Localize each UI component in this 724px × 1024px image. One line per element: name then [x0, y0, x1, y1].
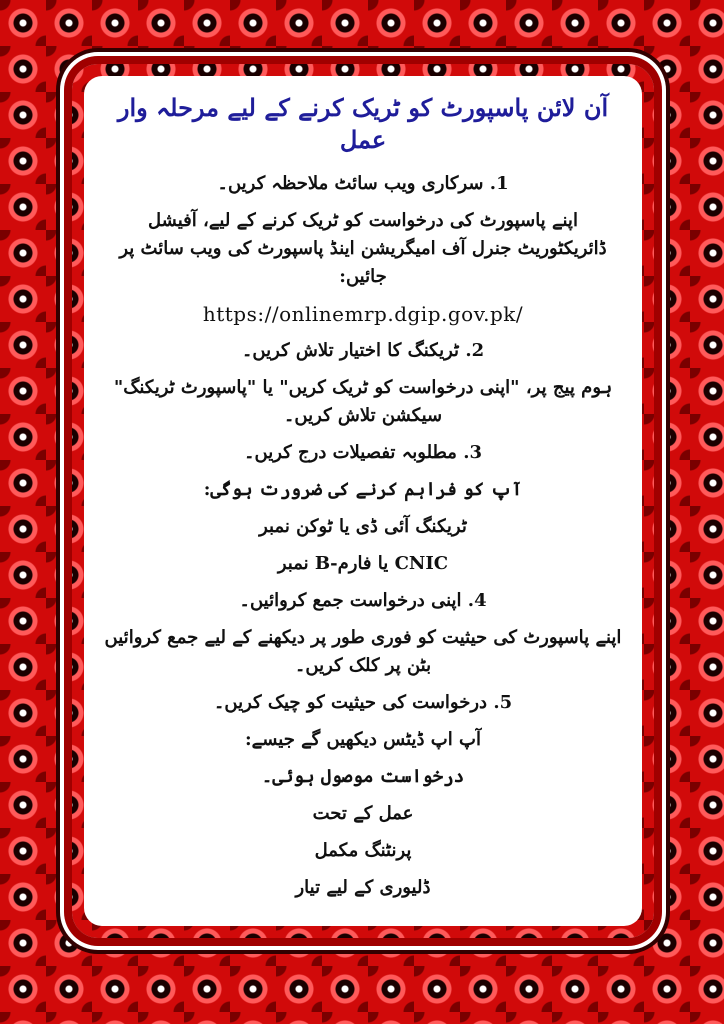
step-1-description: اپنے پاسپورٹ کی درخواست کو ٹریک کرنے کے لیے، آفیشل ڈائریکٹوریٹ جنرل آف امیگریشن اینڈ پاسپورٹ کی ویب سائٹ پر جائیں: — [119, 210, 607, 287]
requirement-cnic: CNIC یا فارم-B نمبر — [277, 553, 449, 574]
step-2-heading: 2. ٹریکنگ کا اختیار تلاش کریں۔ — [241, 340, 485, 361]
status-printing-complete: پرنٹنگ مکمل — [314, 840, 412, 861]
step-3-heading: 3. مطلوبہ تفصیلات درج کریں۔ — [243, 442, 482, 463]
official-website-url: https://onlinemrp.dgip.gov.pk/ — [202, 302, 524, 326]
content-page — [84, 76, 642, 926]
status-ready-for-delivery: ڈلیوری کے لیے تیار — [295, 877, 431, 898]
step-5-description: آپ اپ ڈیٹس دیکھیں گے جیسے: — [245, 729, 481, 750]
step-5-heading: 5. درخواست کی حیثیت کو چیک کریں۔ — [213, 692, 513, 713]
step-3-description: آپ کو فراہم کرنے کی ضرورت ہوگی: — [203, 479, 523, 500]
step-2-description: ہوم پیج پر، "اپنی درخواست کو ٹریک کریں" یا "پاسپورٹ ٹریکنگ" سیکشن تلاش کریں۔ — [113, 377, 613, 426]
step-4-heading: 4. اپنی درخواست جمع کروائیں۔ — [239, 590, 487, 611]
requirement-tracking-id: ٹریکنگ آئی ڈی یا ٹوکن نمبر — [259, 516, 467, 537]
status-received: درخواست موصول ہوئی۔ — [261, 766, 465, 787]
step-1-heading: 1. سرکاری ویب سائٹ ملاحظہ کریں۔ — [217, 173, 509, 194]
step-4-description: اپنے پاسپورٹ کی حیثیت کو فوری طور پر دیکھنے کے لیے جمع کروائیں بٹن پر کلک کریں۔ — [104, 627, 622, 676]
status-under-process: عمل کے تحت — [312, 803, 414, 824]
page-title: آن لائن پاسپورٹ کو ٹریک کرنے کے لیے مرحلہ وار عمل — [117, 93, 609, 154]
